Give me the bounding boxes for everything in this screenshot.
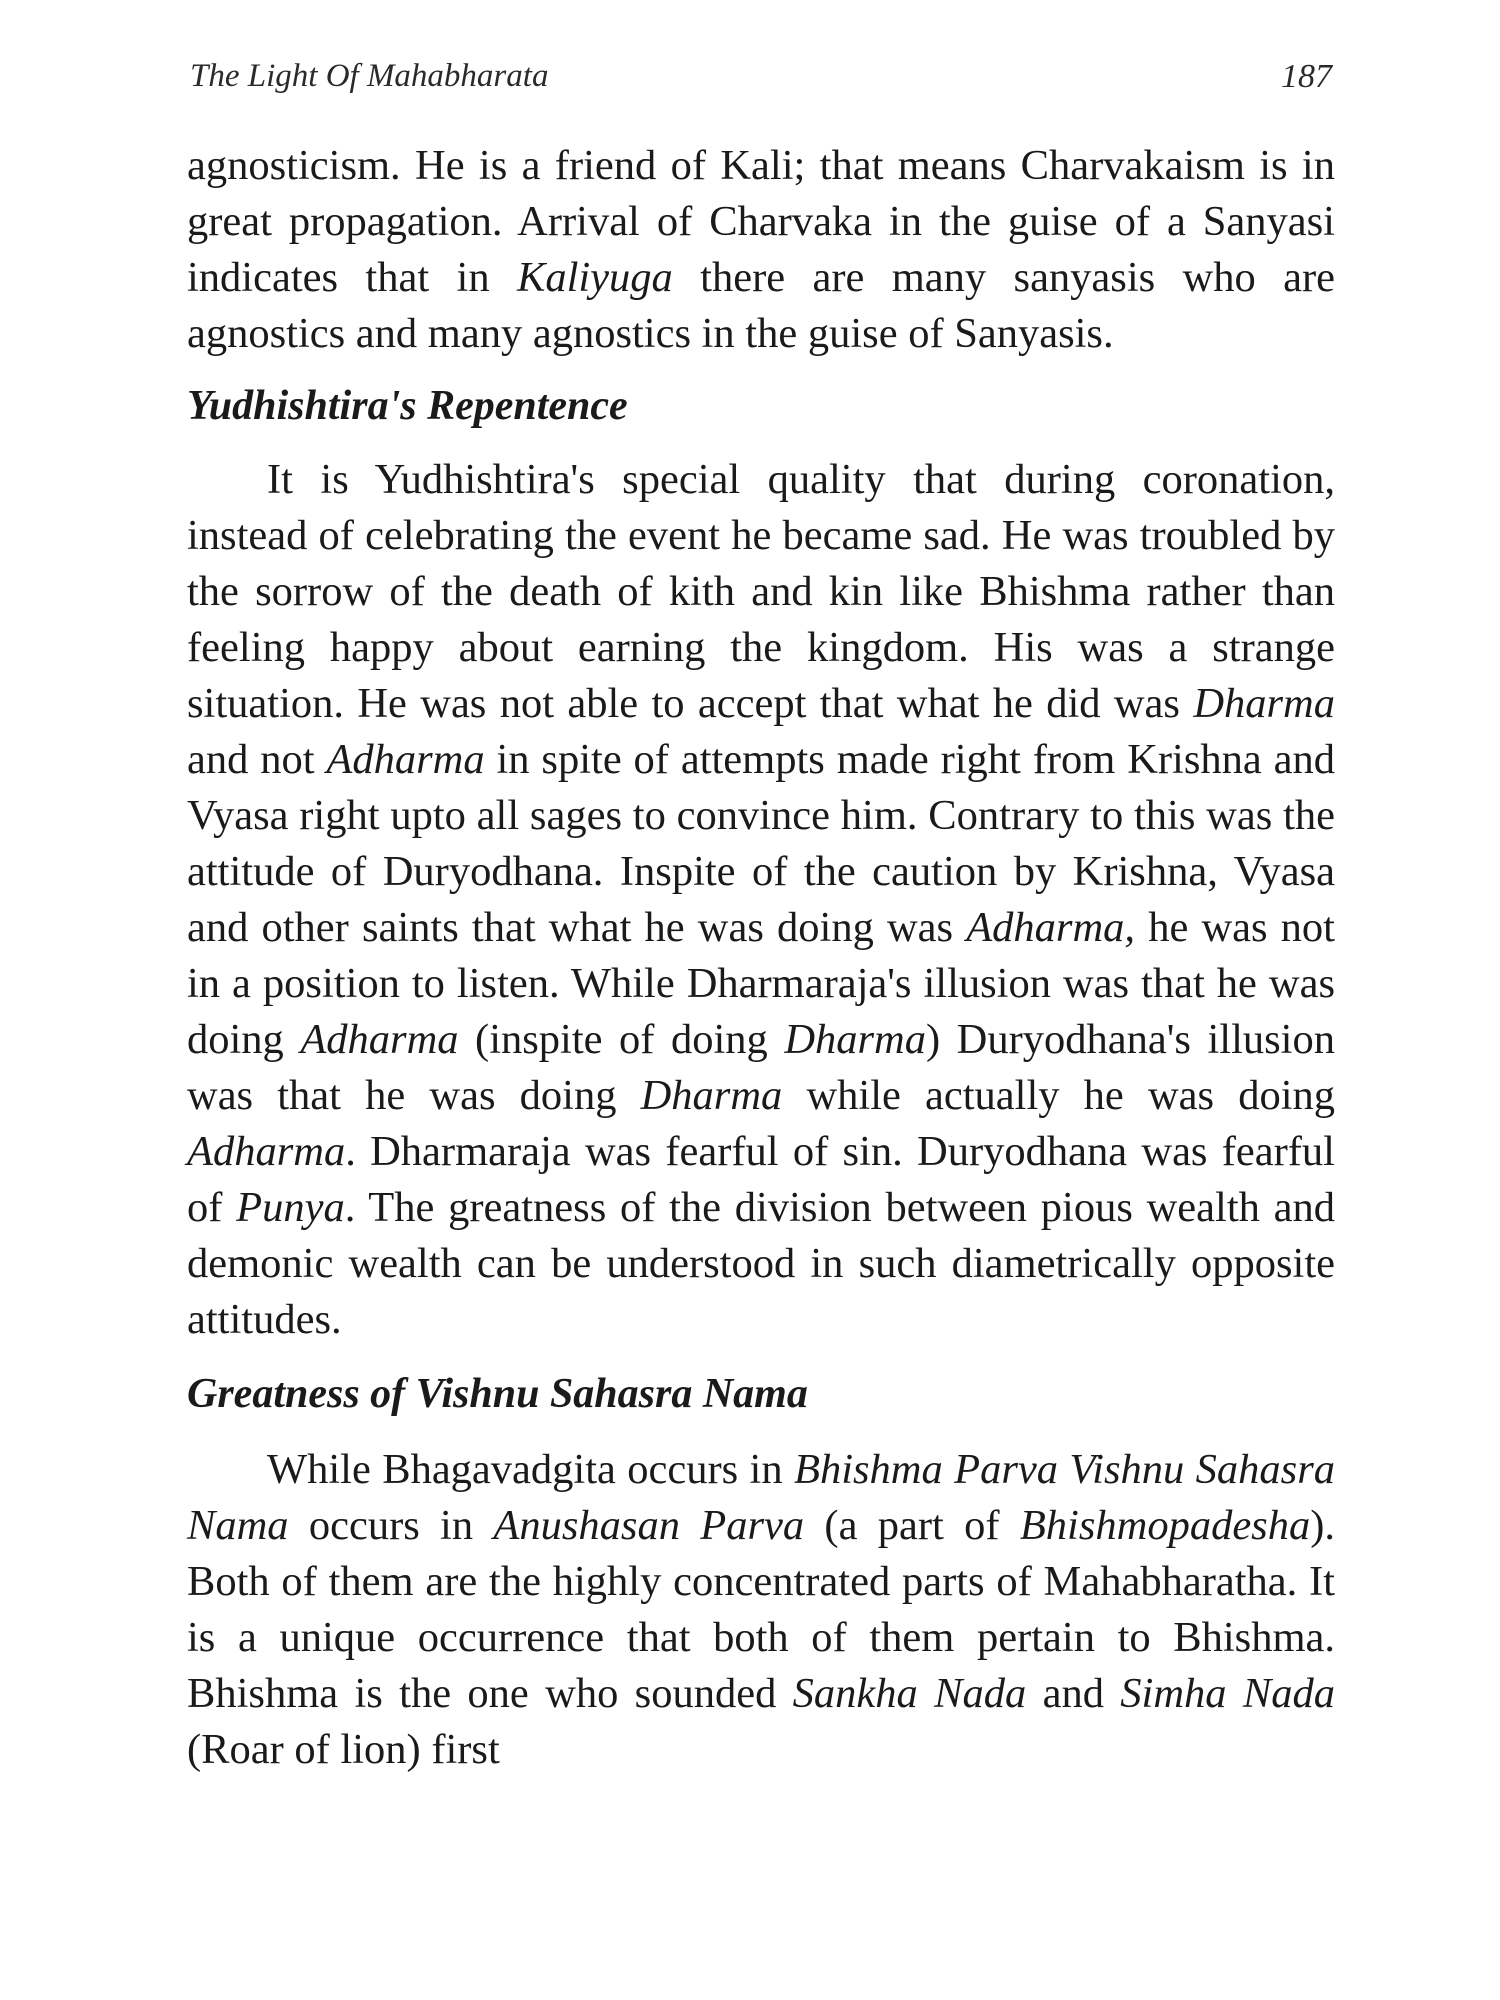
italic-term: Dharma	[784, 1016, 926, 1063]
text-run: there are many sanyasis who are agnostics and many agnostics in the guise of Sanyasis.	[187, 254, 1336, 357]
italic-term: Adharma	[326, 736, 485, 783]
italic-term: Dharma	[640, 1072, 783, 1119]
text-run: ) Duryodhana's illusion was that he was doing	[187, 1016, 1335, 1119]
italic-term: Kaliyuga	[516, 254, 673, 301]
italic-term: Adharma,	[966, 904, 1136, 951]
italic-term: Adharma	[300, 1016, 459, 1063]
italic-term: Punya	[236, 1184, 345, 1231]
running-header	[190, 58, 1332, 108]
text-run: It is Yudhishtira's special quality that during coronation, instead of celebrating the event he became sad. He was troubled by the sorrow of the death of kith and kin like Bhishma rather than feeling happy about earning the kingdom. His was a strange situation. He was not able to accept that what he did was	[187, 456, 1335, 727]
repentence-paragraph	[187, 452, 1335, 1348]
italic-term: Dharma	[1193, 680, 1335, 727]
text-run: in spite of attempts made right from Krishna and Vyasa right upto all sages to convince him. Contrary to this was the attitude of Duryodhana. Inspite of the caution by Krishna, Vyasa and other saints that what he was doing was	[187, 736, 1335, 951]
text-run: he was not in a position to listen. While Dharmaraja's illusion was that he was doing	[187, 904, 1335, 1063]
text-run: . Dharmaraja was fearful of sin. Duryodhana was fearful of	[187, 1128, 1335, 1231]
text-run: agnosticism. He is a friend of Kali; that means Charvakaism is in great propagation. Arrival of Charvaka in the guise of a Sanyasi indicates that in	[187, 142, 1335, 301]
text-run: while actually he was doing	[782, 1072, 1336, 1119]
text-run: occurs in	[288, 1502, 494, 1549]
page-number: 187	[1281, 58, 1332, 95]
book-title: The Light Of Mahabharata	[190, 58, 549, 94]
text-run: and	[1026, 1670, 1121, 1717]
section-heading-repentence: Yudhishtira's Repentence	[187, 383, 628, 429]
text-run: (a part of	[804, 1502, 1020, 1549]
vishnu-sahasra-nama-paragraph	[187, 1442, 1335, 1778]
section-heading-vishnu-sahasra-nama: Greatness of Vishnu Sahasra Nama	[187, 1371, 808, 1417]
intro-paragraph	[187, 138, 1335, 362]
italic-term: Anushasan Parva	[493, 1502, 805, 1549]
text-run: and not	[187, 736, 327, 783]
page-body	[187, 138, 1335, 1778]
text-run: (Roar of lion) first	[187, 1726, 500, 1773]
italic-term: Bhishma Parva Vishnu Sahasra Nama	[187, 1446, 1335, 1549]
italic-term: Adharma	[187, 1128, 346, 1175]
text-run: . The greatness of the division between pious wealth and demonic wealth can be understood in such diametrically opposite attitudes.	[187, 1184, 1335, 1343]
italic-term: Bhishmopadesha	[1019, 1502, 1311, 1549]
text-run: While Bhagavadgita occurs in	[267, 1446, 794, 1493]
italic-term: Simha Nada	[1120, 1670, 1335, 1717]
text-run: ). Both of them are the highly concentrated parts of Mahabharatha. It is a unique occurrence that both of them pertain to Bhishma. Bhishma is the one who sounded	[187, 1502, 1335, 1717]
text-run: (inspite of doing	[458, 1016, 785, 1063]
italic-term: Sankha Nada	[792, 1670, 1027, 1717]
